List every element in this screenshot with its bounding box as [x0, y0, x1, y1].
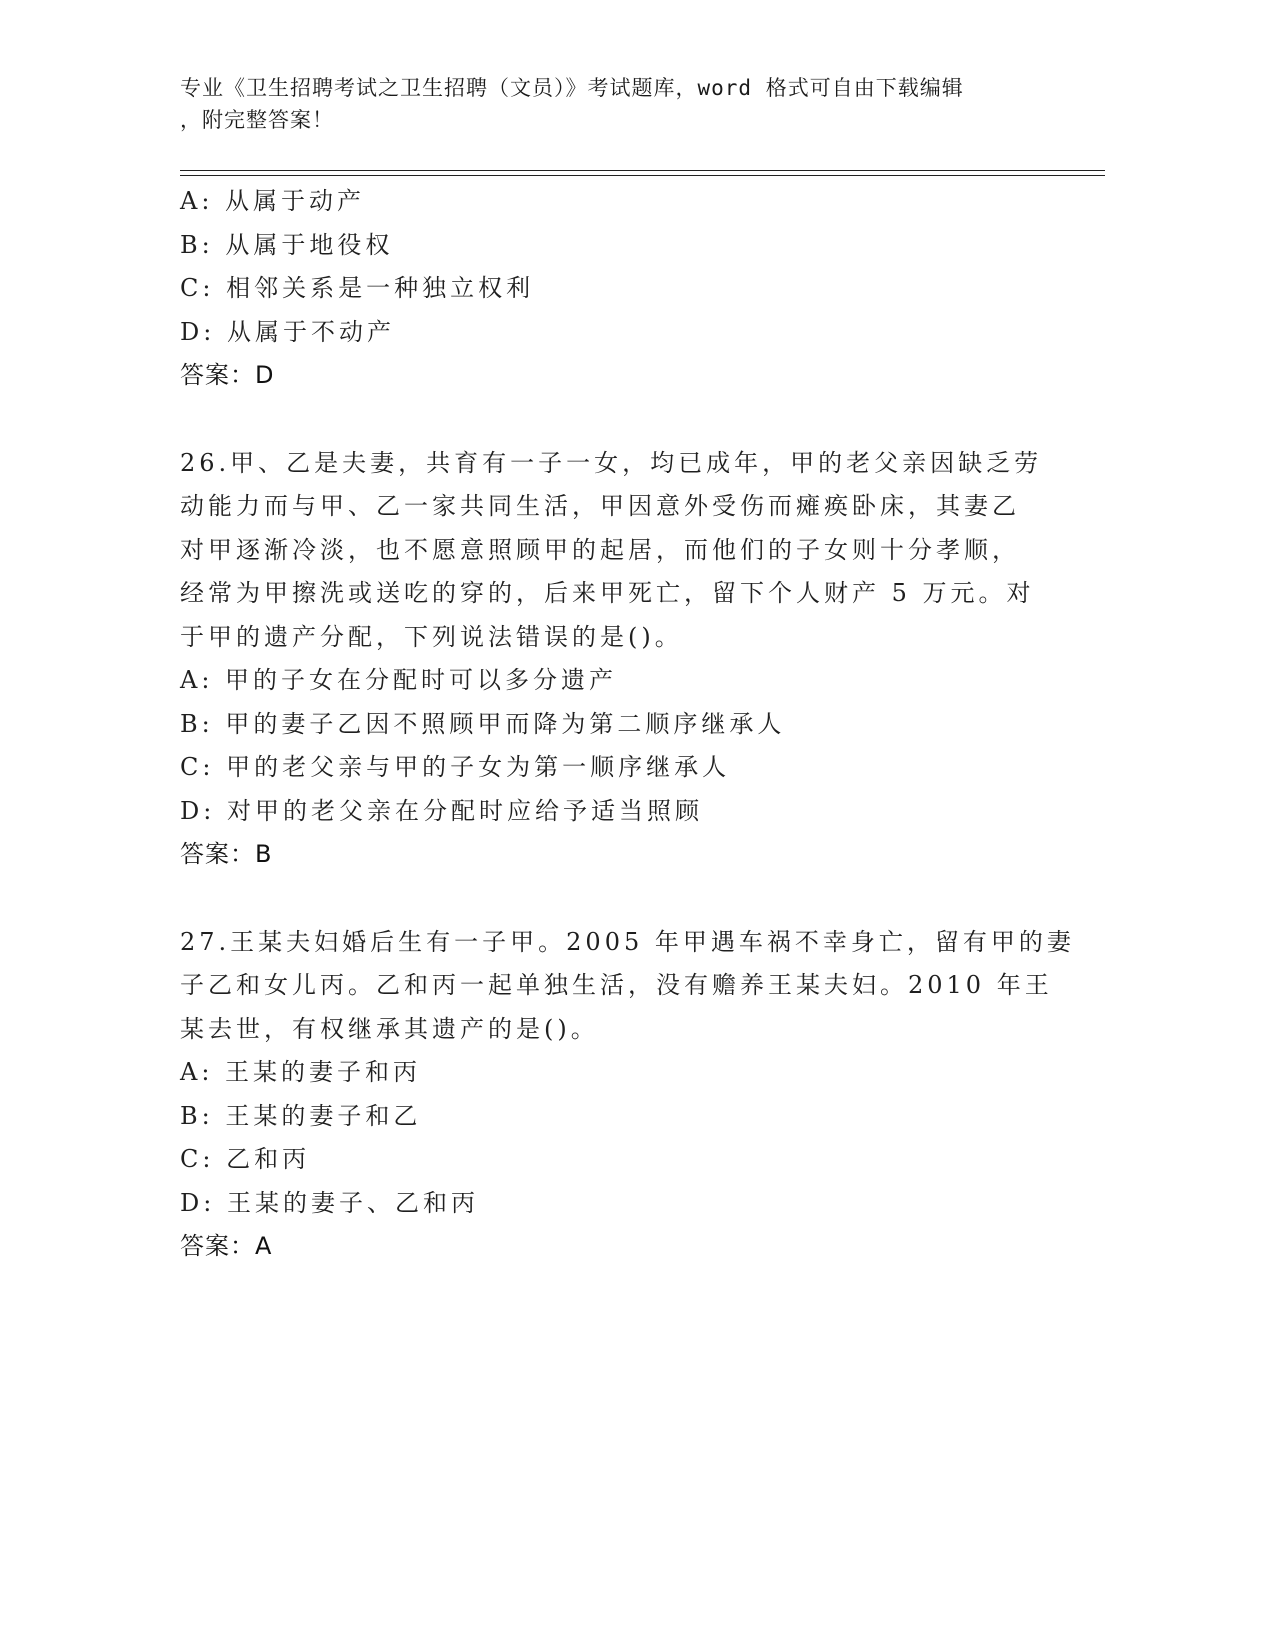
question-25 — [180, 180, 1080, 398]
question-27 — [180, 921, 1080, 1269]
header-divider-bottom — [180, 175, 1105, 176]
header-divider-top — [180, 170, 1105, 171]
question-list — [180, 180, 1080, 1269]
question-26 — [180, 442, 1080, 877]
option-b: B: 甲的妻子乙因不照顾甲而降为第二顺序继承人 — [180, 709, 786, 738]
answer-line: 答案：B — [180, 840, 273, 868]
option-d: D: 对甲的老父亲在分配时应给予适当照顾 — [180, 796, 703, 825]
option-b: B: 王某的妻子和乙 — [180, 1101, 422, 1130]
question-stem-line: 子乙和女儿丙。乙和丙一起单独生活，没有赡养王某夫妇。2010 年王 — [180, 971, 1053, 999]
question-stem-line: 于甲的遗产分配，下列说法错误的是()。 — [180, 622, 683, 651]
option-a: A: 甲的子女在分配时可以多分遗产 — [180, 666, 618, 694]
question-stem-line: 27.王某夫妇婚后生有一子甲。2005 年甲遇车祸不幸身亡，留有甲的妻 — [180, 927, 1075, 956]
option-a: A: 王某的妻子和丙 — [180, 1058, 422, 1086]
header-line-2: ，附完整答案！ — [180, 108, 334, 132]
option-a: A: 从属于动产 — [180, 187, 366, 215]
question-stem-line: 某去世，有权继承其遗产的是()。 — [180, 1014, 599, 1043]
answer-line: 答案：A — [180, 1232, 273, 1260]
question-stem-line: 26.甲、乙是夫妻，共育有一子一女，均已成年，甲的老父亲因缺乏劳 — [180, 448, 1043, 477]
option-d: D: 王某的妻子、乙和丙 — [180, 1188, 479, 1217]
option-c: C: 甲的老父亲与甲的子女为第一顺序继承人 — [180, 753, 731, 781]
answer-line: 答案：D — [180, 361, 275, 389]
question-stem-line: 对甲逐渐冷淡，也不愿意照顾甲的起居，而他们的子女则十分孝顺， — [180, 535, 1020, 564]
question-stem-line: 经常为甲擦洗或送吃的穿的，后来甲死亡，留下个人财产 5 万元。对 — [180, 579, 1035, 607]
question-stem-line: 动能力而与甲、乙一家共同生活，甲因意外受伤而瘫痪卧床，其妻乙 — [180, 492, 1020, 520]
option-b: B: 从属于地役权 — [180, 230, 394, 259]
option-d: D: 从属于不动产 — [180, 317, 395, 346]
option-c: C: 乙和丙 — [180, 1145, 311, 1173]
option-c: C: 相邻关系是一种独立权利 — [180, 274, 535, 302]
spacer — [180, 398, 1080, 442]
document-header — [180, 72, 1060, 136]
spacer — [180, 877, 1080, 921]
header-line-1: 专业《卫生招聘考试之卫生招聘（文员）》考试题库，word 格式可自由下载编辑 — [180, 76, 964, 100]
